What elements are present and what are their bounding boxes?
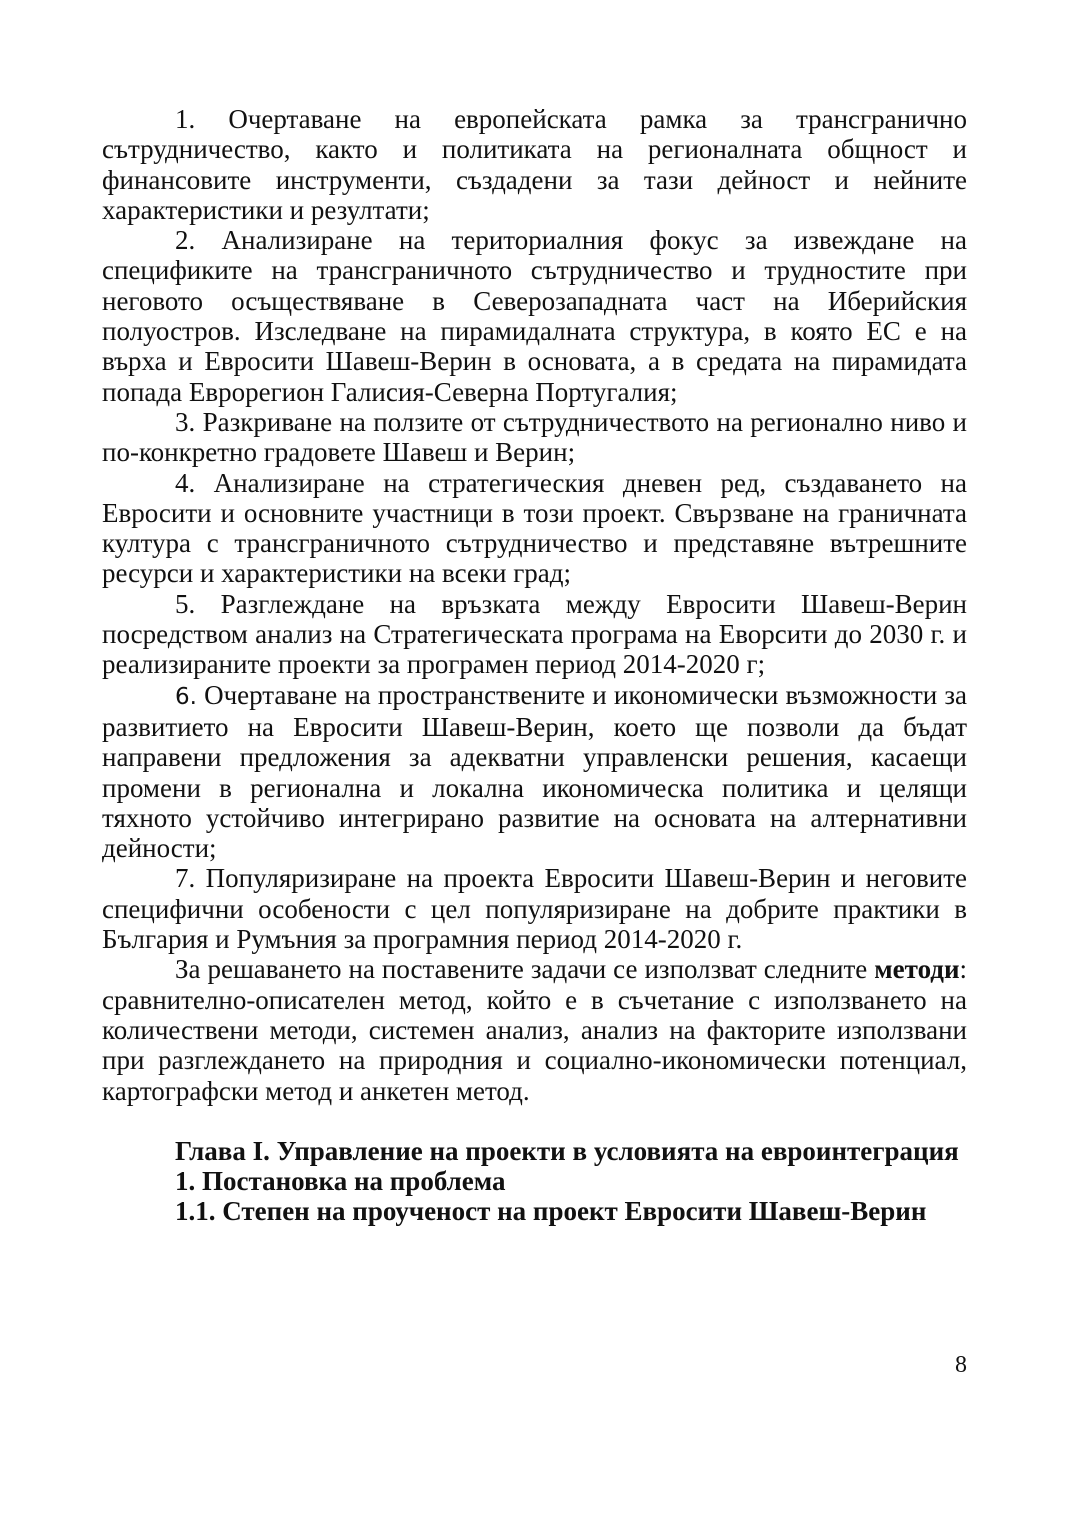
task-paragraph-3: 3. Разкриване на ползите от сътрудничеството на регионално ниво и по-конкретно градовете Шавеш и Верин; [102,406,967,468]
section-spacer [102,1106,967,1136]
task-paragraph-6 [102,680,967,864]
chapter-heading: Глава I. Управление на проекти в условията на евроинтеграция [175,1135,959,1166]
page-number: 8 [955,1352,967,1378]
task-paragraph-1: 1. Очертаване на европейската рамка за трансгранично сътрудничество, както и политиката на регионалната общност и финансовите инструменти, създадени за тази дейност и нейните характеристики и резултати; [102,104,967,225]
task-paragraph-6-text: Очертаване на пространствените и икономически възможности за развитието на Евросити Шавеш-Верин, което ще позволи да бъдат направени предложения за адекватни управленски решения, касаещи промени в регионална и локална икономическа политика и целящи тяхното устойчиво интегрирано развитие на основата на алтернативни дейности; [102,679,967,864]
task-paragraph-4: 4. Анализиране на стратегическия дневен ред, създаването на Евросити и основните участници в този проект. Свързване на граничната култура с трансграничното сътрудничество и представяне вътрешните ресурси и характеристики на всеки град; [102,467,967,589]
task-paragraph-2: 2. Анализиране на териториалния фокус за извеждане на спецификите на трансграничното сътрудничество и трудностите при неговото осъществяване в Северозападната част на Иберийския полуостров. Изследване на пирамидалната структура, в която ЕС е на върха и Евросити Шавеш-Верин в основата, а в средата на пирамидата попада Еврорегион Галисия-Северна Португалия; [102,225,967,407]
task-paragraph-5: 5. Разглеждане на връзката между Евросити Шавеш-Верин посредством анализ на Стратегическата програма на Еворсити до 2030 г. и реализираните проекти за програмен период 2014-2020 г; [102,588,967,680]
methods-keyword: методи [874,954,960,985]
methods-paragraph [102,954,967,1105]
task-paragraph-7: 7. Популяризиране на проекта Евросити Шавеш-Верин и неговите специфични особености с цел популяризиране на добрите практики в България и Румъния за програмния период 2014-2020 г. [102,863,967,955]
task-paragraph-6-number: 6. [175,683,197,710]
methods-intro: За решаването на поставените задачи се използват следните [175,954,868,985]
methods-description: : сравнително-описателен метод, който е в съчетание с използването на количествени методи, системен анализ, анализ на факторите използвани при разглеждането на природния и социално-икономически потенциал, картографски метод и анкетен метод. [102,954,968,1106]
section-heading: 1. Постановка на проблема [175,1166,506,1197]
document-body [102,104,967,1227]
subsection-heading: 1.1. Степен на проученост на проект Евросити Шавеш-Верин [175,1196,927,1227]
